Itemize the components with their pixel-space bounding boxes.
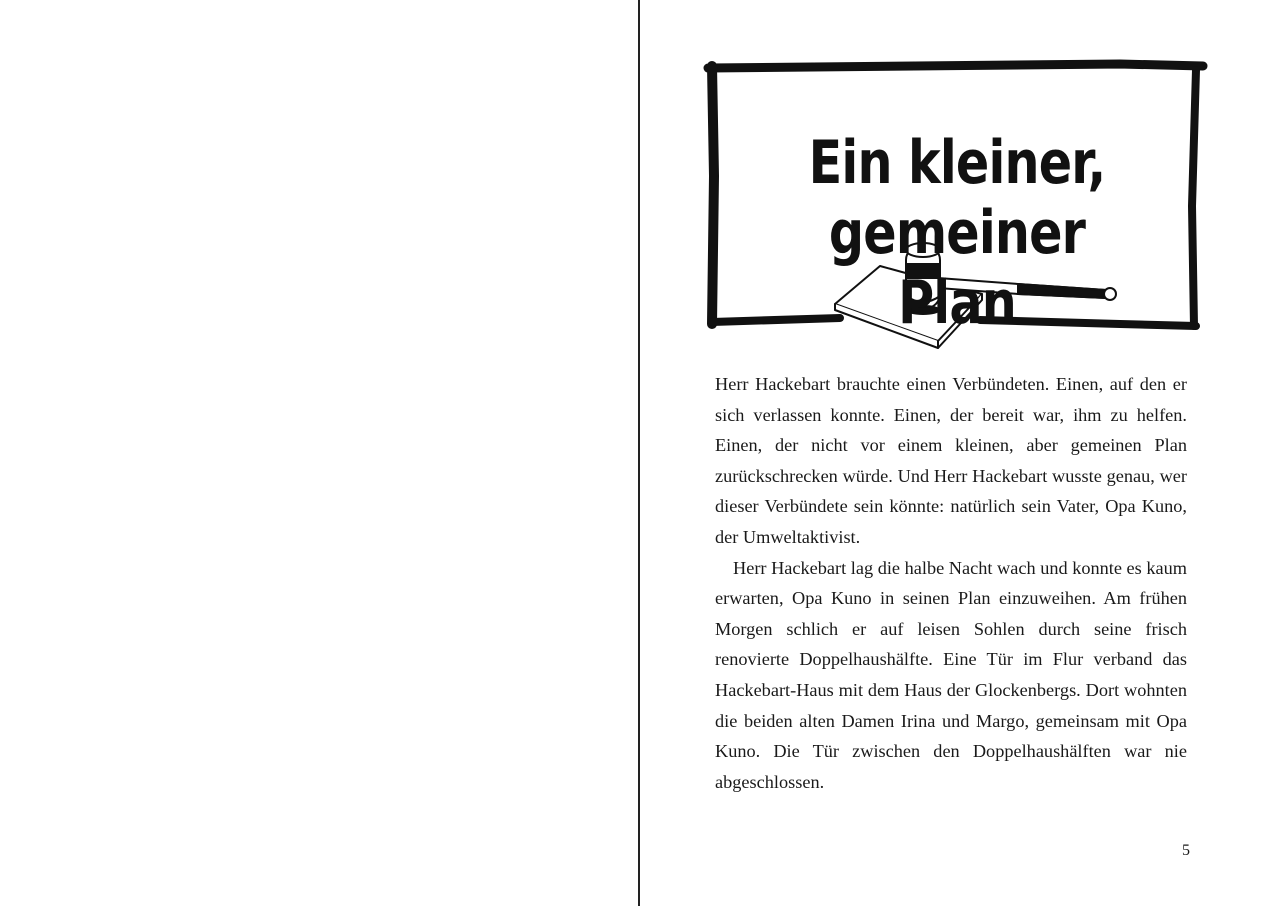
chapter-title <box>781 128 1134 338</box>
left-page-blank <box>0 0 638 906</box>
page-number: 5 <box>1182 842 1190 859</box>
chapter-title-line-1: Ein kleiner, <box>808 128 1106 199</box>
chapter-body-text <box>715 369 1187 797</box>
paragraph-2: Herr Hackebart lag die halbe Nacht wach und konnte es kaum erwarten, Opa Kuno in seinen Plan einzuweihen. Am frühen Morgen schlich er auf leisen Sohlen durch seine frisch renovierte Doppelhaushälfte. Eine Tür im Flur verband das Hackebart-Haus mit dem Haus der Glockenbergs. Dort wohnten die beiden alten Damen Irina und Margo, gemeinsam mit Opa Kuno. Die Tür zwischen den Doppelhaushälften war nie abgeschlossen. <box>715 557 1187 792</box>
chapter-title-line-2: gemeiner Plan <box>828 198 1086 339</box>
paragraph-1: Herr Hackebart brauchte einen Verbündeten. Einen, auf den er sich verlassen konnte. Einen, der bereit war, ihm zu helfen. Einen, der nicht vor einem kleinen, aber gemeinen Plan zurückschrecken würde. Und Herr Hackebart wusste genau, wer dieser Verbündete sein könnte: natürlich sein Vater, Opa Kuno, der Umweltaktivist. <box>715 374 1187 547</box>
